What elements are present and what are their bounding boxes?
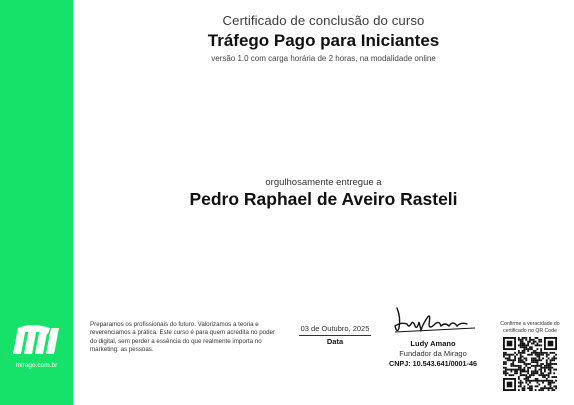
certificate-header xyxy=(73,13,574,63)
signature-icon xyxy=(383,304,483,336)
mirago-logo-icon xyxy=(12,322,62,358)
qr-code-icon[interactable] xyxy=(503,337,557,391)
site-url: mirago.com.br xyxy=(15,362,58,369)
qr-block xyxy=(495,321,565,391)
course-title: Tráfego Pago para Iniciantes xyxy=(207,31,440,50)
date-label: Data xyxy=(326,337,344,346)
mission-statement: Preparamos os profissionais do futuro. Valorizamos a teoria e reverenciamos a prática. Este curso é para quem acredita no poder do digital, sem perder a essência do que realmente importa no marketing: as pessoas. xyxy=(90,321,276,354)
certificate-subtitle: Certificado de conclusão do curso xyxy=(222,13,425,28)
certificate-body xyxy=(73,0,574,405)
signature-block xyxy=(383,304,483,358)
brand-sidebar xyxy=(0,0,73,405)
course-version: versão 1.0 com carga horária de 2 horas, na modalidade online xyxy=(211,54,436,63)
signer-name: Ludy Amano xyxy=(410,339,456,348)
date-underline xyxy=(299,335,371,336)
date-block xyxy=(295,324,375,346)
recipient-name: Pedro Raphael de Aveiro Rasteli xyxy=(189,189,458,209)
signer-role: Fundador da Mirago xyxy=(399,349,467,358)
qr-caption: Confirme a veracidade do certificado no QR Code xyxy=(500,321,560,334)
company-cnpj: CNPJ: 10.543.641/0001-46 xyxy=(389,359,477,368)
handed-to-text: orgulhosamente entregue a xyxy=(265,177,382,188)
issue-date: 03 de Outubro, 2025 xyxy=(300,324,370,333)
